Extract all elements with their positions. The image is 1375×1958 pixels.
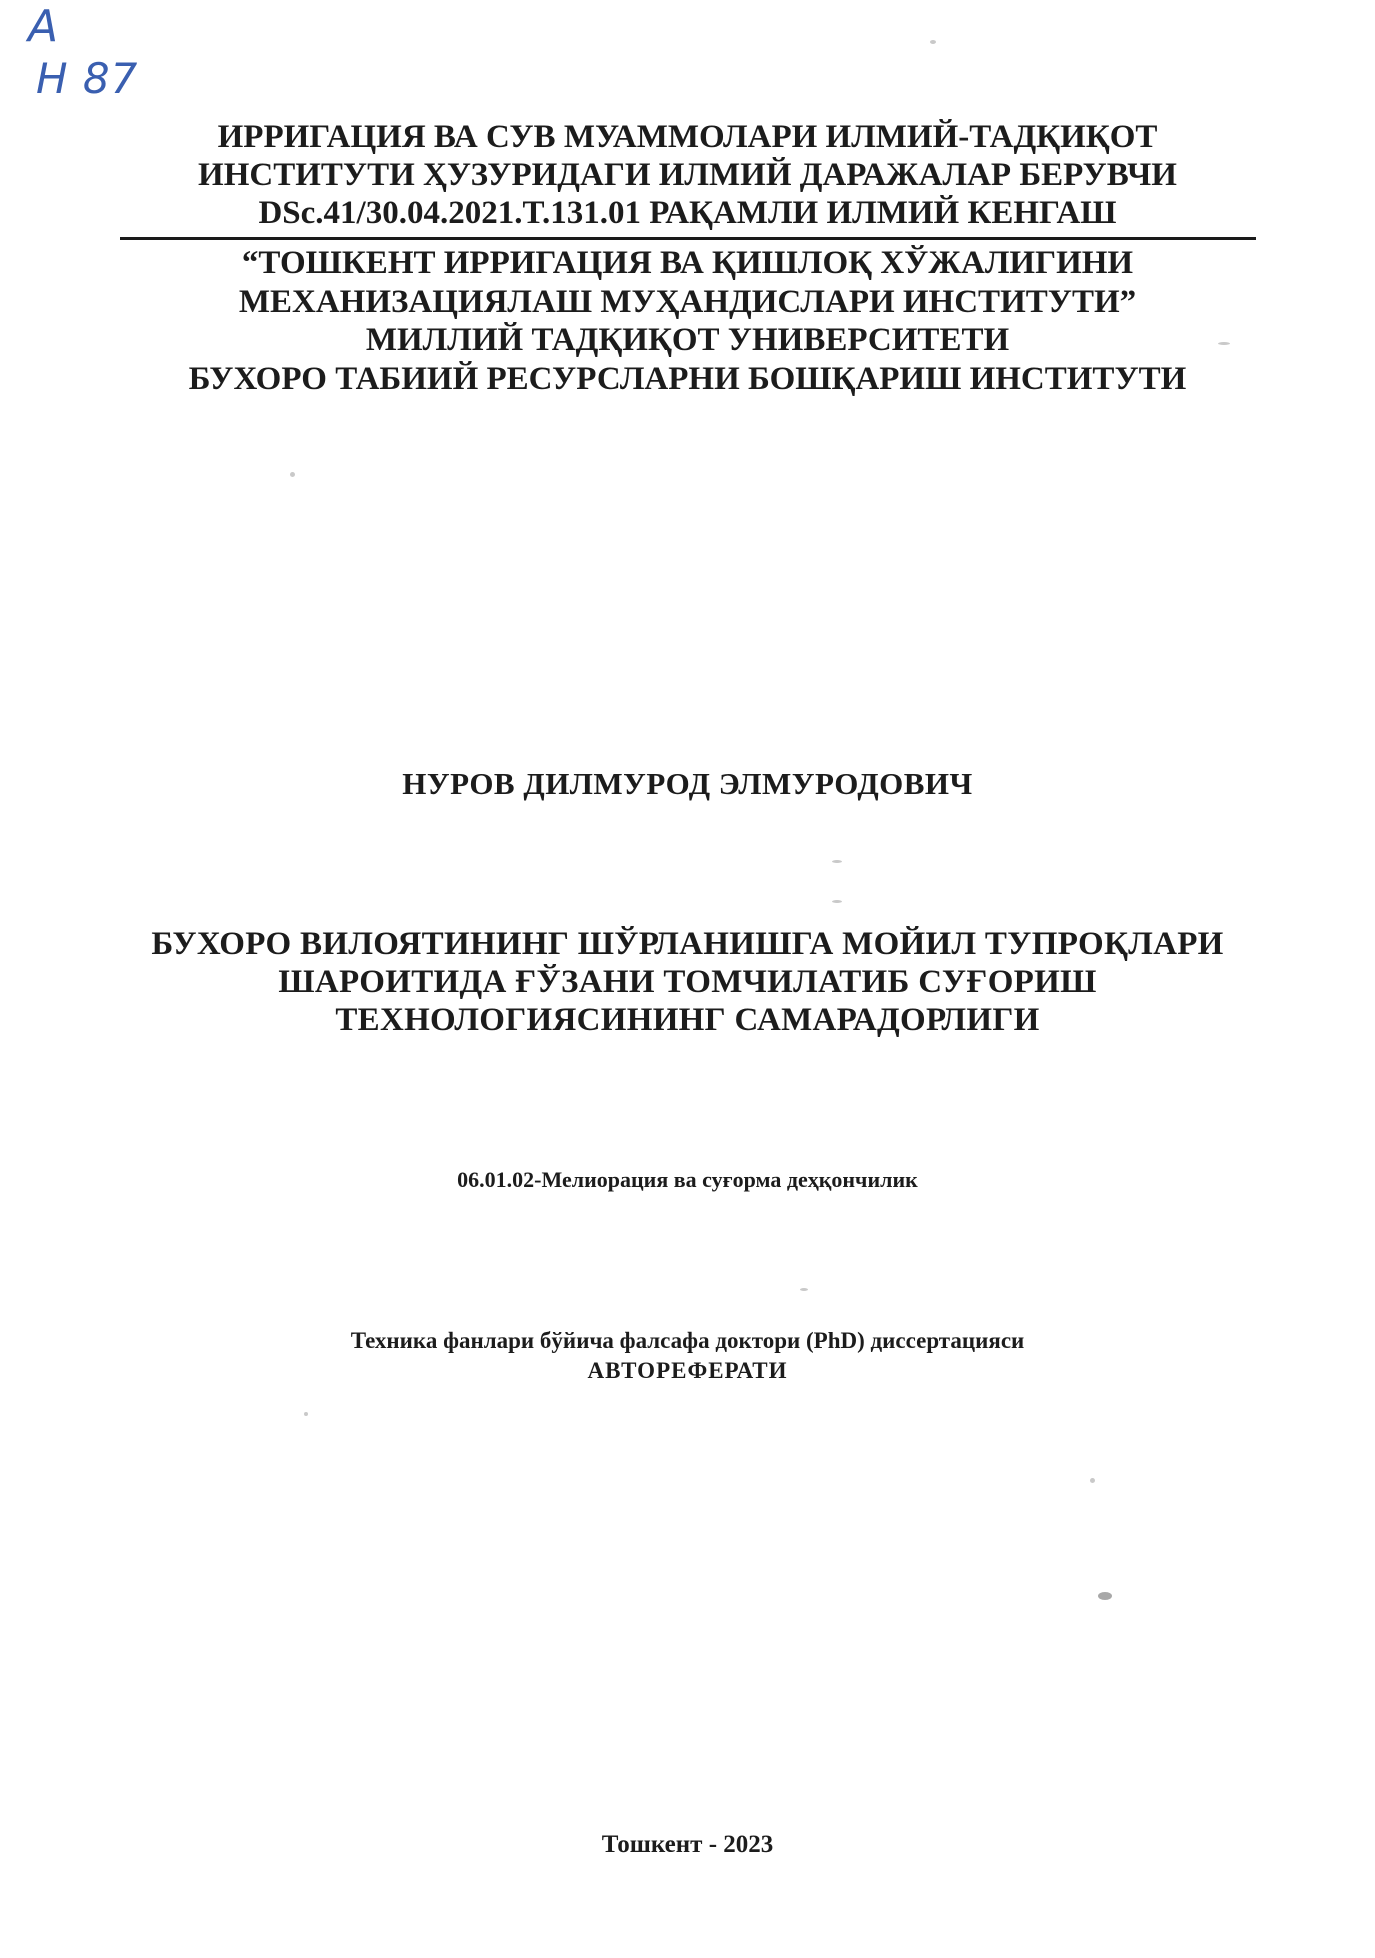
degree-line: Техника фанлари бўйича фалсафа доктори (PhD) диссертацияси	[350, 1328, 1025, 1353]
scan-speck	[290, 472, 295, 477]
organization-line-1: “ТОШКЕНТ ИРРИГАЦИЯ ВА ҚИШЛОҚ ХЎЖАЛИГИНИ	[241, 245, 1134, 281]
author-name: НУРОВ ДИЛМУРОД ЭЛМУРОДОВИЧ	[402, 766, 973, 801]
header-divider	[120, 237, 1256, 240]
degree-statement	[0, 1326, 1375, 1386]
title-line-1: БУХОРО ВИЛОЯТИНИНГ ШЎРЛАНИШГА МОЙИЛ ТУПРОҚЛАРИ	[151, 926, 1224, 962]
scan-speck	[832, 860, 842, 863]
specialty-code: 06.01.02-Мелиорация ва суғорма деҳқончилик	[457, 1167, 918, 1192]
handwritten-mark-line-1: А	[28, 1, 60, 52]
council-line-2: ИНСТИТУТИ ҲУЗУРИДАГИ ИЛМИЙ ДАРАЖАЛАР БЕРУВЧИ	[198, 157, 1177, 193]
scan-speck	[1090, 1478, 1095, 1483]
city-year: Тошкент - 2023	[601, 1831, 774, 1858]
dissertation-title	[0, 925, 1375, 1039]
organizations-header	[0, 244, 1375, 398]
handwritten-mark-line-2: Н 87	[36, 54, 139, 103]
organization-line-4: БУХОРО ТАБИИЙ РЕСУРСЛАРНИ БОШҚАРИШ ИНСТИТУТИ	[188, 360, 1187, 397]
scan-speck	[304, 1412, 308, 1416]
scan-speck	[1098, 1592, 1112, 1600]
council-line-1: ИРРИГАЦИЯ ВА СУВ МУАММОЛАРИ ИЛМИЙ-ТАДҚИҚОТ	[217, 119, 1158, 155]
organization-line-3: МИЛЛИЙ ТАДҚИҚОТ УНИВЕРСИТЕТИ	[365, 322, 1010, 358]
scan-speck	[1218, 342, 1230, 345]
handwritten-library-mark	[28, 2, 138, 104]
council-line-3: DSc.41/30.04.2021.T.131.01 РАҚАМЛИ ИЛМИЙ КЕНГАШ	[258, 195, 1117, 231]
organization-line-2: МЕХАНИЗАЦИЯЛАШ МУҲАНДИСЛАРИ ИНСТИТУТИ”	[238, 283, 1137, 320]
document-kind: АВТОРЕФЕРАТИ	[587, 1358, 788, 1383]
scan-speck	[930, 40, 936, 44]
title-line-3: ТЕХНОЛОГИЯСИНИНГ САМАРАДОРЛИГИ	[335, 1002, 1040, 1038]
scan-speck	[832, 900, 842, 903]
scan-speck	[800, 1288, 808, 1291]
council-header	[0, 118, 1375, 232]
title-line-2: ШАРОИТИДА ҒЎЗАНИ ТОМЧИЛАТИБ СУҒОРИШ	[278, 964, 1097, 1000]
